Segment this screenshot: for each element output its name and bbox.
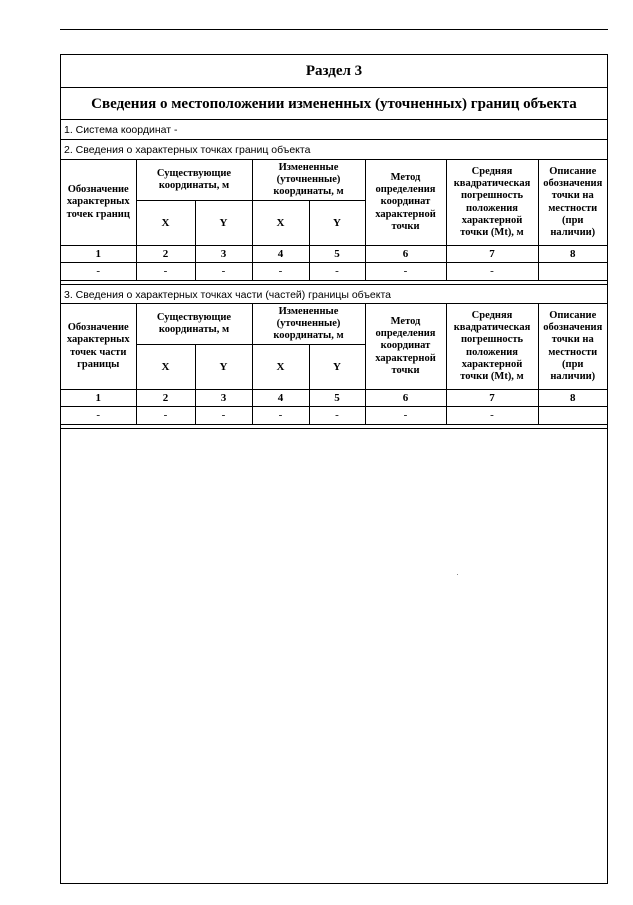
column-number: 1: [61, 246, 136, 263]
document-title: Сведения о местоположении измененных (уточненных) границ объекта: [61, 88, 607, 120]
table-cell: -: [195, 407, 252, 425]
column-numbers-row: [61, 246, 607, 263]
column-number: 6: [365, 390, 446, 407]
table-cell: -: [136, 263, 195, 281]
header-x-existing: X: [136, 201, 195, 246]
header-description: Описание обозначения точки на местности (при наличии): [538, 304, 607, 390]
header-x-changed: X: [252, 345, 309, 390]
column-number: 4: [252, 246, 309, 263]
table2-caption: 3. Сведения о характерных точках части (частей) границы объекта: [61, 284, 607, 304]
header-y-changed: Y: [309, 345, 365, 390]
column-number: 4: [252, 390, 309, 407]
column-number: 7: [446, 390, 538, 407]
header-existing: Существующие координаты, м: [136, 160, 252, 201]
column-number: 2: [136, 390, 195, 407]
table2-part-points: [61, 304, 607, 425]
header-changed: Измененные (уточненные) координаты, м: [252, 160, 365, 201]
column-numbers-row: [61, 390, 607, 407]
table1-caption: 2. Сведения о характерных точках границ объекта: [61, 140, 607, 160]
column-number: 3: [195, 246, 252, 263]
table-cell: -: [446, 407, 538, 425]
column-number: 8: [538, 390, 607, 407]
top-rule: [60, 29, 608, 30]
header-y-existing: Y: [195, 201, 252, 246]
header-y-existing: Y: [195, 345, 252, 390]
header-x-existing: X: [136, 345, 195, 390]
table-cell: -: [61, 263, 136, 281]
table-cell: -: [309, 407, 365, 425]
table-cell: -: [365, 263, 446, 281]
table-cell: -: [195, 263, 252, 281]
header-error: Средняя квадратическая погрешность положения характерной точки (Mt), м: [446, 160, 538, 246]
table-cell: -: [309, 263, 365, 281]
section-title: Раздел 3: [61, 55, 607, 88]
table-cell: [538, 263, 607, 281]
header-method: Метод определения координат характерной точки: [365, 160, 446, 246]
table1-points: [61, 160, 607, 281]
header-changed: Измененные (уточненные) координаты, м: [252, 304, 365, 345]
table-cell: [538, 407, 607, 425]
column-number: 5: [309, 390, 365, 407]
table-row: [61, 407, 607, 425]
header-method: Метод определения координат характерной точки: [365, 304, 446, 390]
table-cell: -: [252, 263, 309, 281]
header-existing: Существующие координаты, м: [136, 304, 252, 345]
column-number: 8: [538, 246, 607, 263]
table-cell: -: [252, 407, 309, 425]
table-row: [61, 263, 607, 281]
header-designation: Обозначение характерных точек границ: [61, 160, 136, 246]
header-description: Описание обозначения точки на местности (при наличии): [538, 160, 607, 246]
scan-speck: [457, 574, 458, 575]
header-x-changed: X: [252, 201, 309, 246]
table-cell: -: [446, 263, 538, 281]
column-number: 7: [446, 246, 538, 263]
table2-bottom-rule: [61, 428, 607, 429]
column-number: 6: [365, 246, 446, 263]
column-number: 5: [309, 246, 365, 263]
header-error: Средняя квадратическая погрешность положения характерной точки (Mt), м: [446, 304, 538, 390]
column-number: 1: [61, 390, 136, 407]
table-cell: -: [136, 407, 195, 425]
table-cell: -: [61, 407, 136, 425]
form-frame: [60, 54, 608, 884]
table-cell: -: [365, 407, 446, 425]
column-number: 3: [195, 390, 252, 407]
coordinate-system-line: 1. Система координат -: [61, 120, 607, 140]
column-number: 2: [136, 246, 195, 263]
header-designation: Обозначение характерных точек части границы: [61, 304, 136, 390]
header-y-changed: Y: [309, 201, 365, 246]
